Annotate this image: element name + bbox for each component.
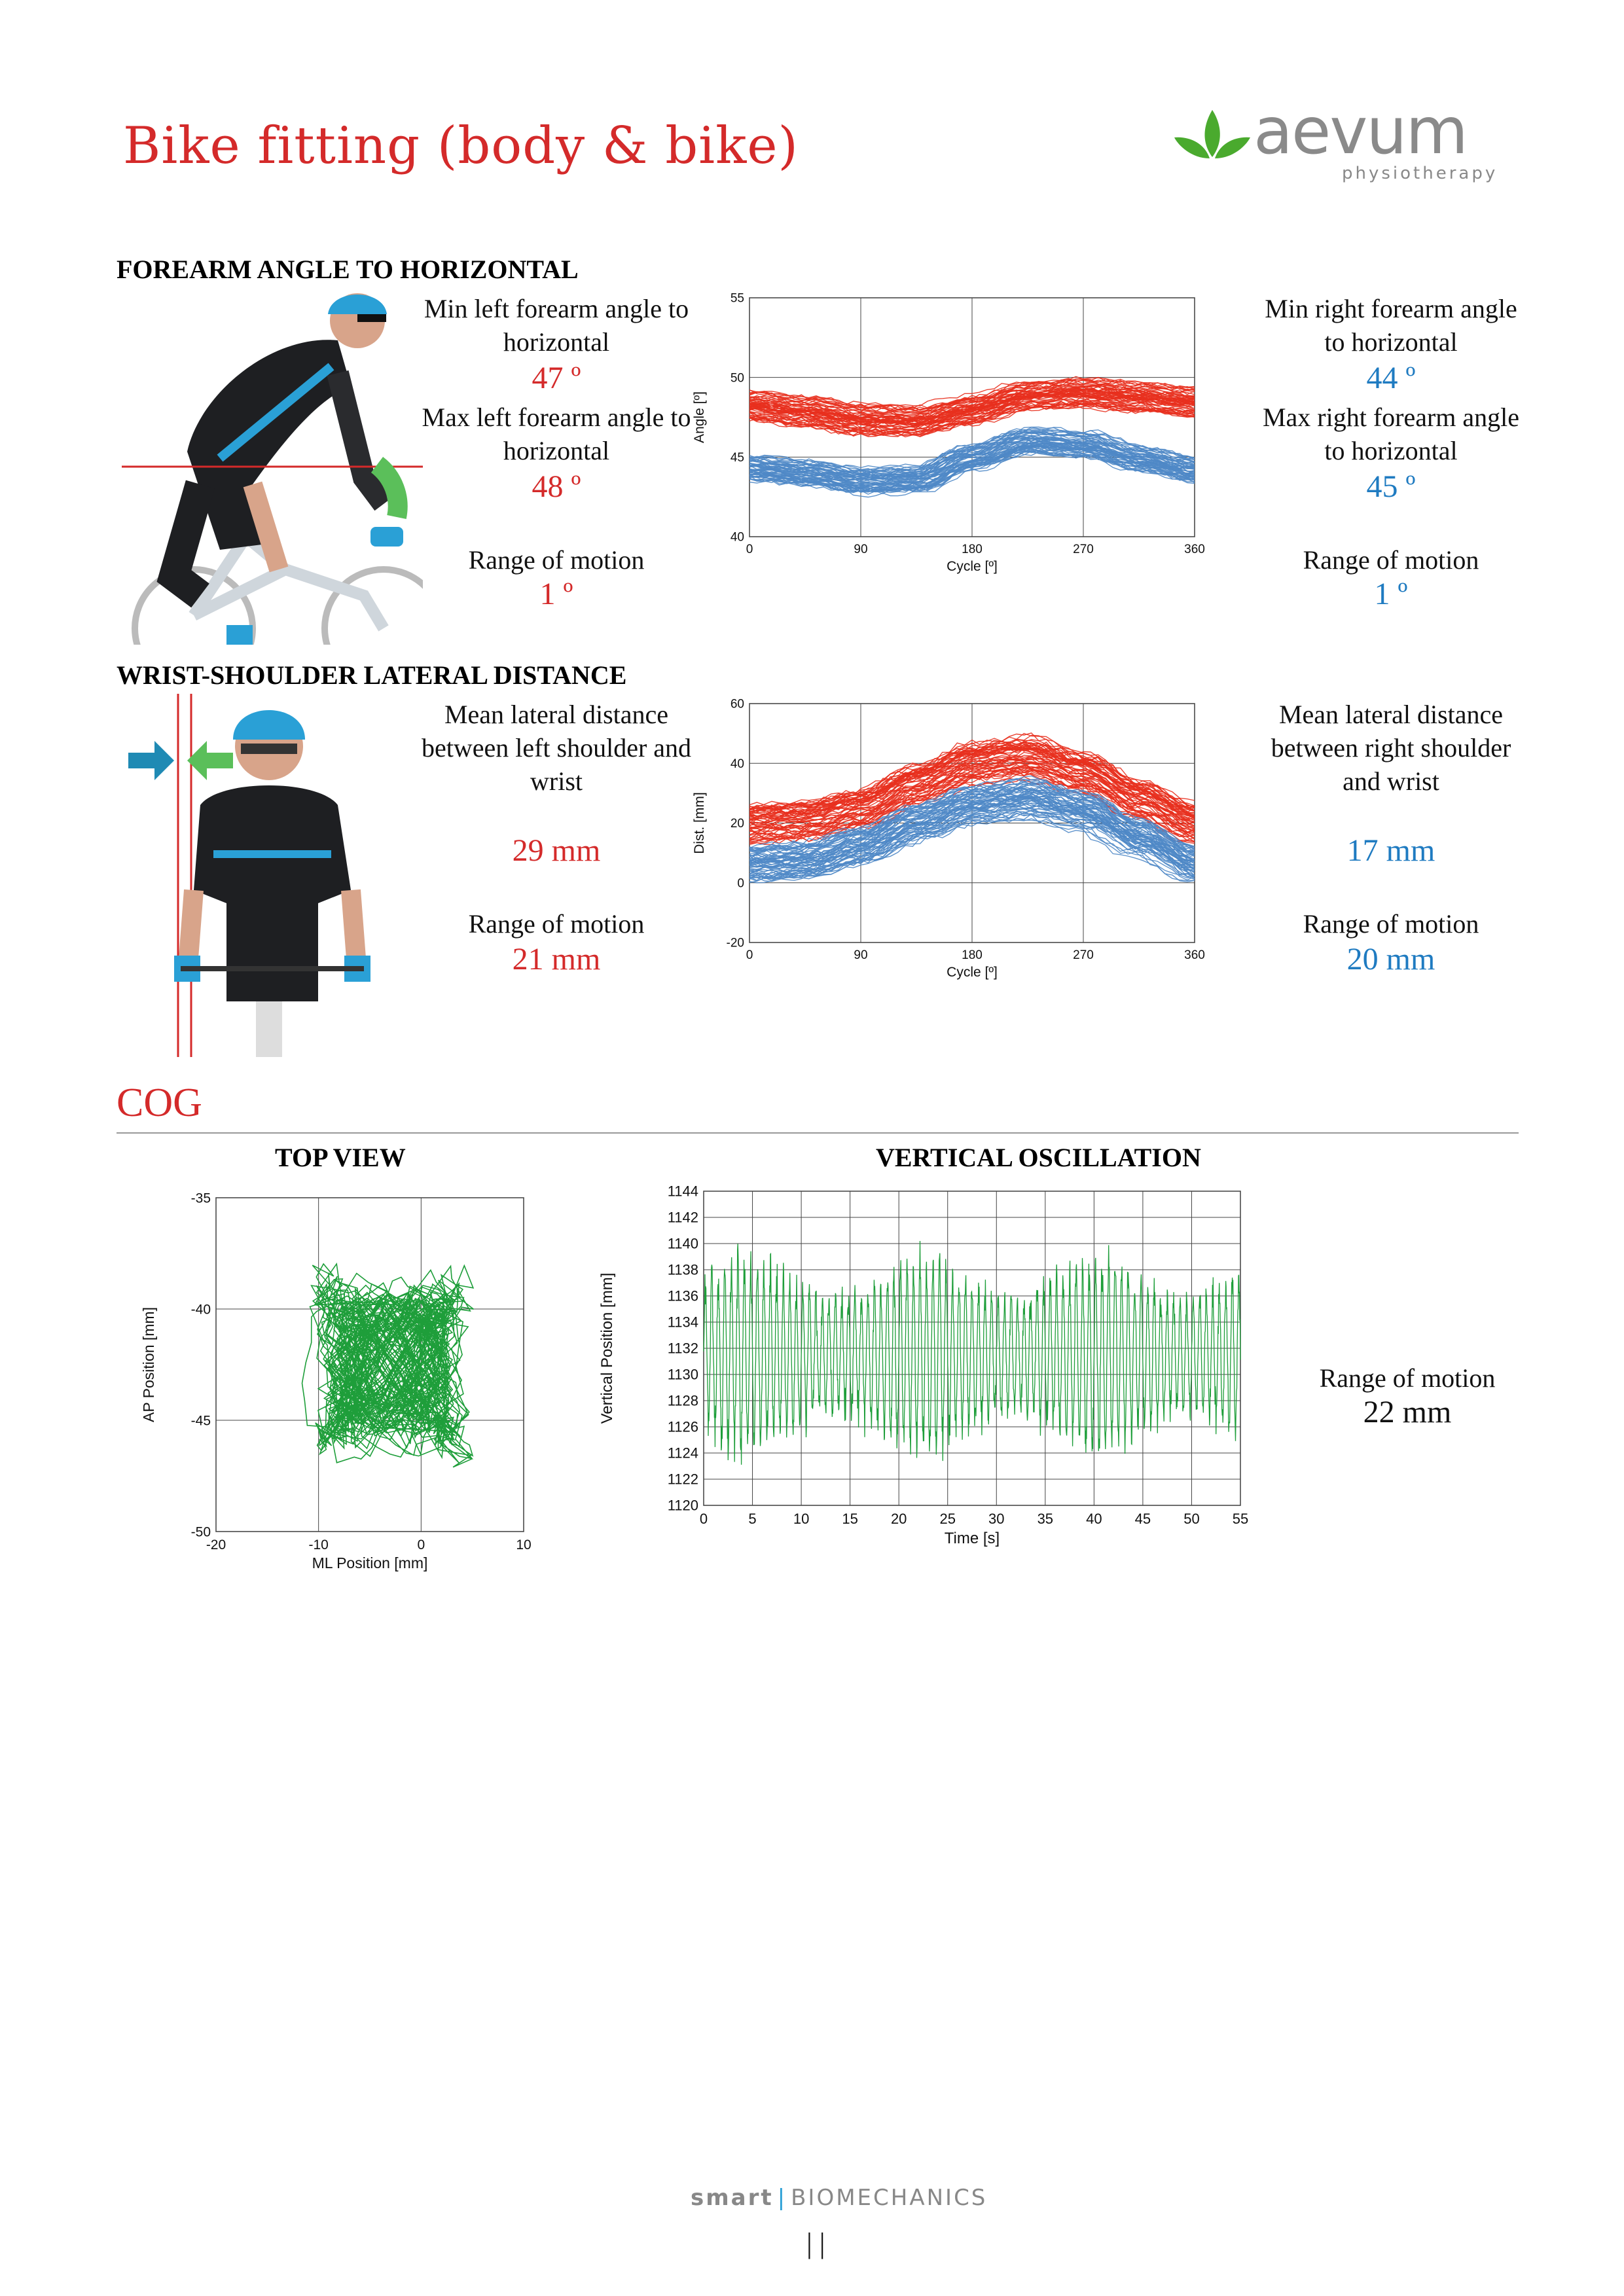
right-wrist-rom-label: Range of motion bbox=[1303, 909, 1479, 939]
left-forearm-rom-label: Range of motion bbox=[468, 545, 645, 575]
top-view-title: TOP VIEW bbox=[275, 1143, 406, 1172]
y-axis-label: Vertical Position [mm] bbox=[598, 1272, 616, 1424]
y-tick-label: 1138 bbox=[667, 1261, 698, 1278]
footer-brand-biomechanics: BIOMECHANICS bbox=[791, 2185, 988, 2211]
y-tick-label: 1134 bbox=[667, 1314, 698, 1331]
x-tick-label: 45 bbox=[1134, 1511, 1151, 1527]
x-axis-label: Cycle [º] bbox=[947, 965, 998, 980]
x-axis-label: Cycle [º] bbox=[947, 559, 998, 574]
footer-brand-smart: smart bbox=[691, 2185, 774, 2211]
min-left-forearm-value: 47 º bbox=[532, 361, 581, 395]
min-right-forearm-label: Min right forearm angle to horizontal bbox=[1265, 294, 1517, 357]
x-tick-label: 40 bbox=[1086, 1511, 1102, 1527]
logo-subtitle: physiotherapy bbox=[1342, 164, 1498, 183]
x-tick-label: 30 bbox=[988, 1511, 1005, 1527]
y-tick-label: 20 bbox=[730, 817, 744, 831]
y-tick-label: 1120 bbox=[667, 1497, 698, 1514]
y-tick-label: 1130 bbox=[667, 1366, 698, 1383]
cog-divider bbox=[117, 1132, 1519, 1134]
x-tick-label: 35 bbox=[1037, 1511, 1054, 1527]
x-tick-label: 10 bbox=[516, 1537, 532, 1552]
cog-rom-value: 22 mm bbox=[1363, 1395, 1452, 1429]
x-tick-label: 90 bbox=[854, 543, 868, 556]
x-tick-label: 270 bbox=[1073, 543, 1094, 556]
y-tick-label: 1126 bbox=[667, 1418, 698, 1435]
cog-top-view-chart bbox=[131, 1185, 550, 1590]
y-tick-label: -40 bbox=[190, 1302, 211, 1318]
y-tick-label: 1124 bbox=[667, 1444, 698, 1462]
cyclist-side-illustration bbox=[122, 288, 423, 645]
max-right-forearm-value: 45 º bbox=[1366, 469, 1416, 504]
y-axis-label: Dist. [mm] bbox=[692, 792, 707, 854]
x-tick-label: 10 bbox=[793, 1511, 810, 1527]
x-tick-label: 360 bbox=[1184, 543, 1205, 556]
vertical-oscillation-title: VERTICAL OSCILLATION bbox=[876, 1143, 1201, 1172]
x-tick-label: 50 bbox=[1183, 1511, 1200, 1527]
y-tick-label: 45 bbox=[730, 450, 744, 465]
cog-heading: COG bbox=[117, 1081, 202, 1125]
arrow-right-icon bbox=[128, 741, 174, 780]
x-axis-label: Time [s] bbox=[944, 1530, 1000, 1547]
max-left-forearm-label: Max left forearm angle to horizontal bbox=[422, 403, 691, 465]
y-tick-label: 0 bbox=[737, 876, 744, 891]
y-tick-label: 1136 bbox=[667, 1287, 698, 1304]
x-tick-label: 180 bbox=[962, 948, 983, 962]
min-right-forearm-value: 44 º bbox=[1366, 361, 1416, 395]
max-left-forearm-value: 48 º bbox=[532, 469, 581, 504]
left-mean-lateral-label: Mean lateral distance between left shoulder and wrist bbox=[421, 700, 692, 796]
y-tick-label: 1144 bbox=[667, 1185, 698, 1200]
y-tick-label: -35 bbox=[190, 1191, 211, 1206]
cog-rom-label: Range of motion bbox=[1319, 1363, 1496, 1393]
y-axis-label: Angle [º] bbox=[692, 391, 707, 443]
y-tick-label: 50 bbox=[730, 371, 744, 386]
min-left-forearm-label: Min left forearm angle to horizontal bbox=[424, 294, 689, 357]
page-number: | | bbox=[806, 2227, 825, 2259]
left-wrist-rom-label: Range of motion bbox=[468, 909, 645, 939]
cog-vertical-chart bbox=[589, 1185, 1263, 1577]
x-tick-label: 5 bbox=[748, 1511, 757, 1527]
right-forearm-rom-value: 1 º bbox=[1374, 577, 1408, 611]
cyclist-front-illustration bbox=[122, 694, 397, 1057]
right-mean-lateral-label: Mean lateral distance between right shoulder and wrist bbox=[1271, 700, 1511, 796]
y-tick-label: -20 bbox=[726, 936, 744, 950]
y-axis-label: AP Position [mm] bbox=[140, 1307, 157, 1422]
x-tick-label: 25 bbox=[939, 1511, 956, 1527]
left-forearm-rom-value: 1 º bbox=[539, 577, 573, 611]
footer-brand: smart | BIOMECHANICS bbox=[691, 2185, 988, 2211]
x-tick-label: 55 bbox=[1232, 1511, 1249, 1527]
y-tick-label: 1122 bbox=[667, 1471, 698, 1488]
x-tick-label: 180 bbox=[962, 543, 983, 556]
y-tick-label: 40 bbox=[730, 757, 744, 771]
right-mean-lateral-value: 17 mm bbox=[1346, 833, 1435, 868]
x-tick-label: 20 bbox=[890, 1511, 907, 1527]
arrow-left-icon bbox=[187, 741, 233, 780]
x-tick-label: -10 bbox=[308, 1537, 329, 1552]
right-forearm-rom-label: Range of motion bbox=[1303, 545, 1479, 575]
y-tick-label: -45 bbox=[190, 1413, 211, 1429]
forearm-angle-chart bbox=[687, 288, 1211, 596]
y-tick-label: 55 bbox=[730, 291, 744, 306]
logo-text: aevum bbox=[1254, 94, 1467, 169]
wrist-distance-chart bbox=[687, 694, 1211, 1001]
forearm-heading: FOREARM ANGLE TO HORIZONTAL bbox=[117, 255, 579, 284]
x-tick-label: 360 bbox=[1184, 948, 1205, 962]
y-tick-label: 1132 bbox=[667, 1340, 698, 1357]
x-tick-label: 15 bbox=[842, 1511, 858, 1527]
x-tick-label: 0 bbox=[746, 543, 753, 556]
y-tick-label: 60 bbox=[730, 697, 744, 711]
wrist-heading: WRIST-SHOULDER LATERAL DISTANCE bbox=[117, 660, 627, 690]
x-tick-label: -20 bbox=[206, 1537, 226, 1552]
left-wrist-rom-value: 21 mm bbox=[512, 942, 601, 977]
x-tick-label: 0 bbox=[699, 1511, 708, 1527]
y-tick-label: 1142 bbox=[667, 1209, 698, 1226]
x-tick-label: 270 bbox=[1073, 948, 1094, 962]
y-tick-label: -50 bbox=[190, 1524, 211, 1540]
page-title: Bike fitting (body & bike) bbox=[123, 117, 799, 175]
right-wrist-rom-value: 20 mm bbox=[1346, 942, 1435, 977]
y-tick-label: 1128 bbox=[667, 1392, 698, 1409]
x-tick-label: 0 bbox=[417, 1537, 425, 1552]
x-tick-label: 90 bbox=[854, 948, 868, 962]
x-axis-label: ML Position [mm] bbox=[312, 1554, 428, 1571]
left-mean-lateral-value: 29 mm bbox=[512, 833, 601, 868]
y-tick-label: 40 bbox=[730, 530, 744, 545]
max-right-forearm-label: Max right forearm angle to horizontal bbox=[1262, 403, 1520, 465]
x-tick-label: 0 bbox=[746, 948, 753, 962]
aevum-logo bbox=[1172, 94, 1512, 190]
y-tick-label: 1140 bbox=[667, 1235, 698, 1252]
